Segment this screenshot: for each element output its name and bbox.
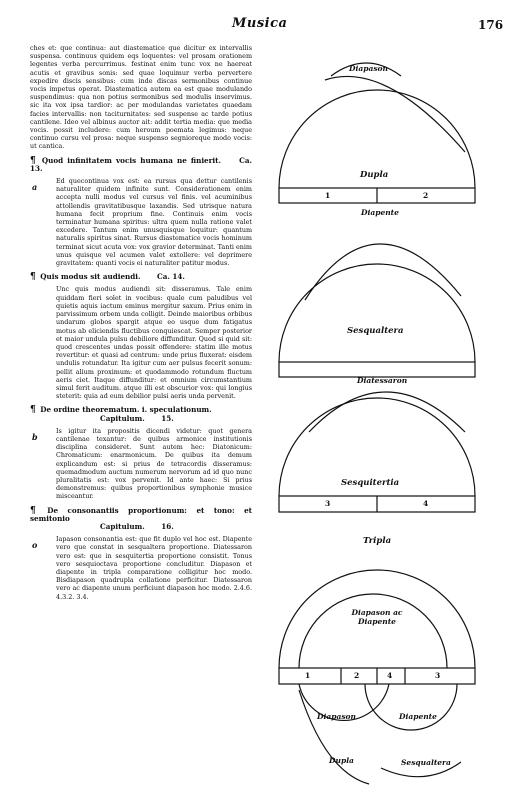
diagram-3-ratio-label: Sesquitertia [341,478,400,488]
diagram-drawings [265,40,517,800]
chapter-heading-13-number: Ca. 13. [30,155,252,173]
paragraph-5-text: Iapason consonantia est: que fit duplo vel hoc est. Diapente vero que constat in sesqualtera proportione. Diatessaron vero est: que in sesquitertia proportione consistit. Tonus vero sesquioctava proportione concluditur. Diapason et diapente in tripla comparatione colligitur hoc modo. Bisdiapason quadrupla collatione perficitur. Diatessaron vero ac diapente unum perficiunt diapason hoc modo. [56,535,252,593]
diagram-4-cell-4: 3 [435,671,441,680]
chapter-heading-14-number: Ca. 14. [157,272,185,282]
ratio-sequence-2: 4.3.2. [56,592,75,601]
diagram-2-sesqualtera [279,244,475,377]
paragraph-2 [30,177,252,267]
page-header [0,14,517,38]
chapter-heading-15-title: De ordine theorematum. i. speculationum. [40,405,212,415]
chapter-heading-16-number: 16. [161,521,174,531]
chapter-heading-15-number: 15. [161,413,174,423]
pilcrow-icon: ¶ [30,272,36,283]
paragraph-1: ches et: que continua: aut diastematice que dicitur ex intervallis suspensa. continuus quidem eqs loquentes: vel prosam orationem legentes verba percurrimus. festinat enim tunc vox ne haereat acutis et gravibus sonis: sed quae loquimur verba pervertere expedire discis sensibus: cum inde discas sermonibus continue vocis impetus operat. Diastematica autem ea est quae modulando suspendimus: qua non potius sermonibus sed modulis inservimus. sic ita vox ipsa tardior: ac per modulandas varietates quaedam facies intervallis: non taciturnitates: sed suspense ac tarde potius cantilene. Ideo vel albinus auctor ait: addit tertia media: que media vocis. possit includere: cum heroum poemata legimus: neque continuo cursu vel prosa: neque suspenso segnioreque modo vocis: ut cantica. [30,44,252,151]
diagram-1-ratio-label: Dupla [360,170,389,180]
diagram-4-lower-right-label: Diapente [399,712,437,721]
chapter-heading-16 [30,507,252,532]
diagram-1-cell-1: 1 [325,191,331,200]
diagram-1-cell-2: 2 [423,191,429,200]
marginal-letter-a: a [32,182,38,193]
marginal-letter-b: b [32,431,38,442]
chapter-heading-14 [30,273,252,281]
diagram-4-inner-label: Diapason ac Diapente [351,608,403,626]
diapason-outer-arc [325,76,465,152]
chapter-heading-14-title: Quis modus sit audiendi. [40,272,141,282]
chapter-heading-15 [30,406,252,422]
pilcrow-icon: ¶ [30,505,36,516]
diagram-3-cell-2: 4 [423,499,429,508]
page-number: 176 [478,18,504,32]
diagram-column [265,40,517,800]
diagram-3-cell-1: 3 [325,499,331,508]
diagram-4-lower-left-label: Diapason [317,712,356,721]
chapter-heading-16-title: De consonantiis proportionum: et tono: et semitonio [30,505,252,523]
diagram-3-arc-label: Diatessaron [357,376,408,385]
marginal-letter-o: o [32,540,38,551]
diagram-4-lower-right-ratio: Sesqualtera [401,758,451,767]
ratio-sequence-3: 3.4. [76,592,89,601]
diagram-4-cell-3: 4 [387,671,393,680]
pilcrow-icon: ¶ [30,155,36,166]
diagram-1-arc-label: Diapason [349,64,388,73]
diagram-2-arc-label: Diapente [361,208,399,217]
lower-right-circle [365,684,457,730]
diagram-4-lower-left-ratio: Dupla [329,756,354,765]
ratio-sequence-1: 2.4.6. [233,584,252,593]
paragraph-3-text: Unc quis modus audiendi sit: disseramus. Tale enim quiddam fieri solet in vocibus: quale cum paludibus vel quietis aquis iactum eminus mergitur saxum. Prius enim in parvissimum orbem unda colligit. Deinde maioribus orbibus undarum globos spargit atque eo usque dum fatigatus motus ab eliciendis fluctibus conquiescat. Semper posterior et maior undula pulsu debiliore diffunditur. Quod si quid sit: quod crescentes undas possit offendere: statim ille motus revertitur: et quasi ad centrum: unde prius fluxerat: eisdem undulis rotundatur. Ita igitur cum aer pulsus fecerit sonum: pellit alium proximum: et quodammodo rotundum fluctum aeris ciet. Itaque diffunditur: et omnium circumstantium simul ferit auditum. atque illi est obscurior vox: qui longius steterit: quia ad eum debilior pulsi aeris unda pervenit. [56,285,252,401]
paragraph-4-text: Is igitur ita propositis dicendi videtur: quot genera cantilenae texantur: de quibus armonice institutionis disciplina consideret. Sunt autem hec: Diatonicum: Chromaticum: enarmonicum. De quibus ita demum explicandum est: si prius de tetracordis disseramus: quemadmodum auctum numerum nervorum ad id quo nunc pluralitatis est: vox pervenit. Id ante haec: Si prius demonstremus: quibus proportionibus symphonie musice misceantur. [56,426,252,501]
paragraph-5 [30,535,252,601]
diagram-4-cell-1: 1 [305,671,311,680]
diagram-3-sesquitertia [279,392,475,512]
paragraph-2-text: Ed quecontinua vox est: ea rursus qua dettur cantilenis naturaliter quidem infinite sunt. Considerationem enim accepta nulli modus vel cursus vel finis. vel acuminibus attollendis gravitatibusque laxandis. Sed utrisque natura humana fecit proprium fine. Continuis enim vocis terminatur humana spiritus: ultra quem nulla ratione valet excedere. Tantum enim unusquisque loquitur: quantum naturalis spiritus sinat. Rursus diastematice vocis hominum terminat sicut acuta vox: vox gravior determinat. Tanti enim unus quisque vel acumen valet extollere: vel deprimere gravitatem: quanti vocis ei naturaliter patitur modus. [56,177,252,268]
paragraph-3 [30,285,252,400]
running-title: Musica [232,16,288,31]
diapason-ac-diapente-arc [299,594,447,668]
chapter-heading-13-title: Quod infinitatem vocis humana ne finierit. [41,155,221,165]
diagram-4-outer-label: Tripla [363,536,392,546]
chapter-heading-13 [30,157,252,173]
paragraph-4 [30,427,252,501]
pilcrow-icon: ¶ [30,405,36,416]
chapter-heading-16-sub: Capitulum. [100,521,145,531]
diagram-1-dupla [279,63,475,203]
text-column [30,44,252,604]
chapter-heading-15-sub: Capitulum. [100,413,145,423]
monochord-bar-2 [279,362,475,377]
diapente-arc [305,244,461,300]
diagram-4-cell-2: 2 [354,671,360,680]
diagram-2-ratio-label: Sesqualtera [347,326,404,336]
